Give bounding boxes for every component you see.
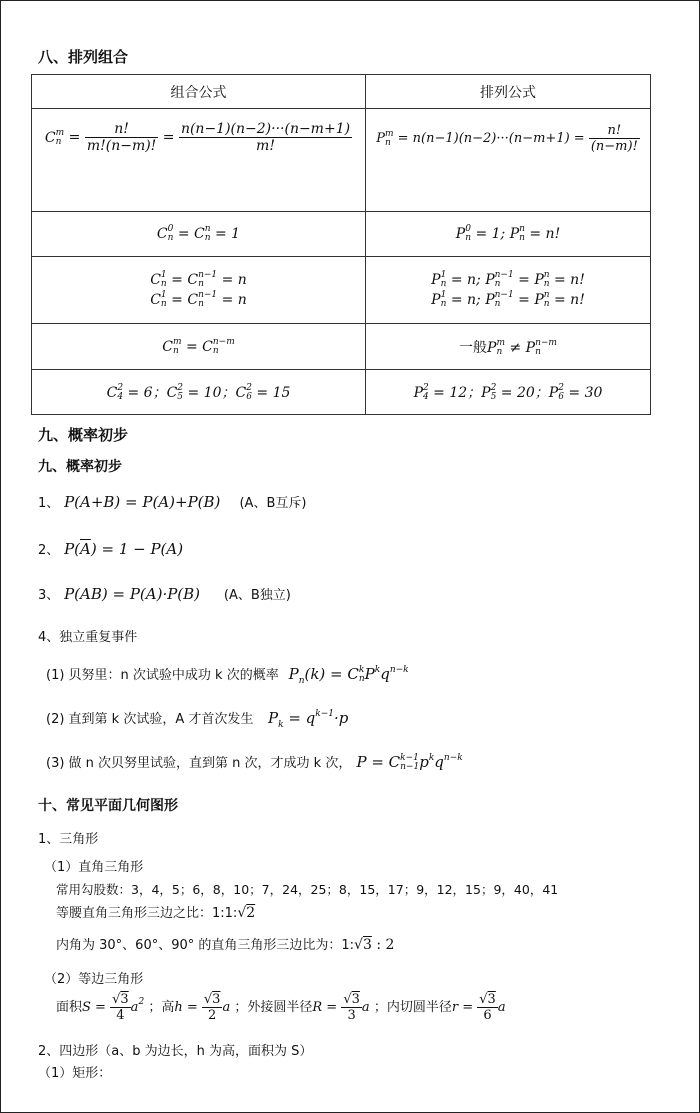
probability-rule-1: 1、 P(A+B) = P(A)+P(B) (A、B互斥): [38, 493, 307, 511]
permutation-examples: P2 4 = 12；P2 5 = 20；P2 6 = 30: [366, 370, 651, 415]
30-60-90-ratio: 内角为 30°、60°、90° 的直角三角形三边比为：1:√3 : 2: [56, 937, 395, 953]
probability-rule-3: 3、 P(AB) = P(A)·P(B) (A、B独立): [38, 585, 291, 603]
bernoulli-3: (3) 做 n 次贝努里试验，直到第 n 次，才成功 k 次， P = Ck−1 $n-1p^kq^{n-k}$: [46, 753, 463, 772]
permutation-formula: Pm n = n(n−1)(n−2)···(n−m+1) = $\frac{n!}{(n-m)!}$: [366, 109, 651, 212]
combination-permutation-table: [31, 74, 651, 415]
combination-identity-0: C0 n = Cn n = 1: [32, 212, 366, 257]
header-permutation: 排列公式: [366, 75, 651, 109]
section-10-title: 十、常见平面几何图形: [38, 798, 178, 814]
triangle-heading: 1、三角形: [38, 832, 99, 847]
section-9-subtitle: 九、概率初步: [38, 459, 122, 475]
combination-identity-1: C1 n = Cn−1 n = n C1 n = Cn−1 n = n: [32, 257, 366, 324]
probability-rule-4: 4、独立重复事件: [38, 630, 138, 645]
bernoulli-2: (2) 直到第 k 次试验，A 才首次发生 $P_k = q^{k-1}\cdot p$: [46, 709, 349, 730]
section-9-title: 九、概率初步: [38, 426, 129, 444]
combination-formula: Cm n = $\frac{n!}{m!(n-m)!}$ = $\frac{n(n-1)(n-2)\cdot\cdot\cdot(n-m+1)}{m!}$: [32, 109, 366, 212]
rectangle-heading: （1）矩形：: [38, 1066, 112, 1081]
permutation-identity-1: P1 n = n; Pn−1 n = Pn n = n! P1 n = n; Pn−1 n = Pn n = n!: [366, 257, 651, 324]
pythagorean-triples: 常用勾股数：3，4，5；6，8，10；7，24，25；8，15，17；9，12，15；9，40，41: [56, 882, 559, 897]
isosceles-ratio: 等腰直角三角形三边之比：1:1:√2: [56, 905, 256, 921]
quadrilateral-heading: 2、四边形（a、b 为边长，h 为高，面积为 S）: [38, 1044, 313, 1059]
header-combination: 组合公式: [32, 75, 366, 109]
combination-examples: C2 4 = 6；C2 5 = 10；C2 6 = 15: [32, 370, 366, 415]
equilateral-heading: （2）等边三角形: [44, 972, 144, 987]
equilateral-formulas: 面积S = $\frac{√3}{4}$ $a^2$ ；高h = $\frac{√3}{2}$ a ；外接圆半径R = $\frac{√3}{3}$ a ；内切圆半径r = $\frac{√3}{6}$ a: [56, 992, 506, 1023]
combination-symmetry: Cm n = Cn−m n: [32, 324, 366, 370]
right-triangle-heading: （1）直角三角形: [44, 860, 144, 875]
section-8-title: 八、排列组合: [38, 48, 129, 66]
permutation-identity-0: P0 n = 1; Pn n = n!: [366, 212, 651, 257]
probability-rule-2: 2、 $P(\overline{A}) = 1 - P(A)$: [38, 540, 184, 558]
bernoulli-1: (1) 贝努里：n 次试验中成功 k 次的概率 $P_n(k) = Ck$ $nP^kq^{n-k}$: [46, 665, 409, 686]
permutation-inequality: 一般Pm n ≠ Pn−m n: [366, 324, 651, 370]
